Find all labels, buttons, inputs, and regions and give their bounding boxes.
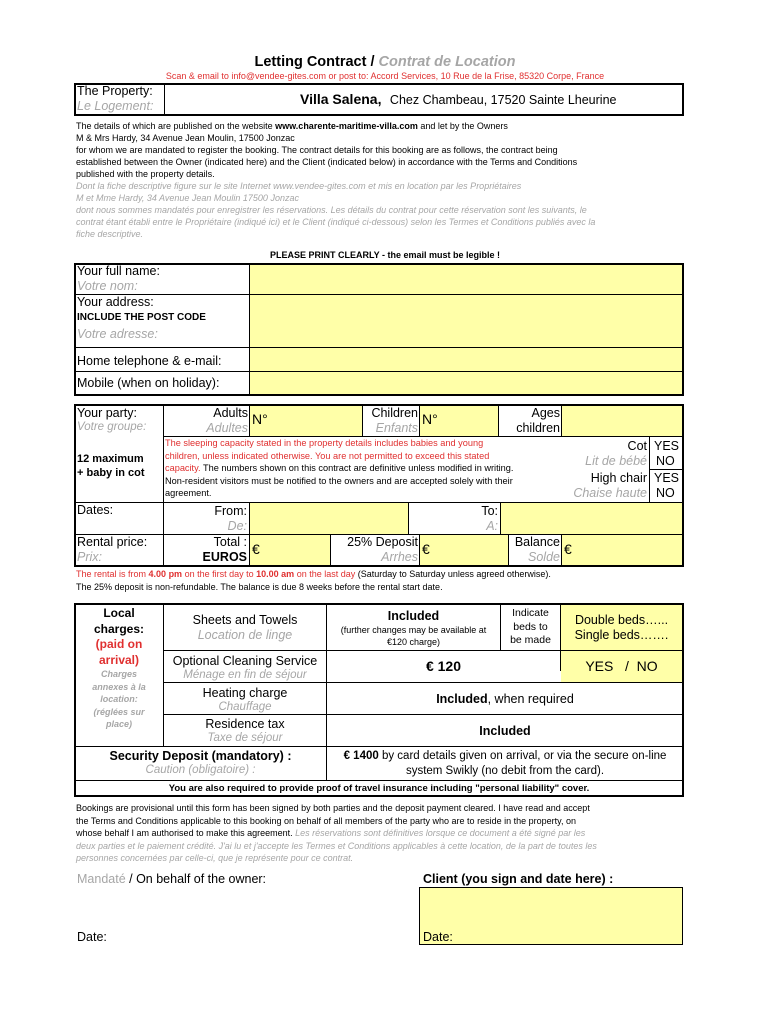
- date-from-label-fr: De:: [227, 519, 247, 533]
- cleaning-yes-no[interactable]: YES / NO: [585, 658, 658, 674]
- balance-label: Balance: [514, 535, 560, 549]
- security-deposit-details: € 1400 by card details given on arrival, or via the secure on-line system Swikly (no debit from the card).: [343, 750, 667, 777]
- sheets-label: Sheets and Towels: [192, 613, 298, 627]
- insurance-notice: You are also required to provide proof of travel insurance including "personal liability" cover.: [168, 783, 590, 794]
- deposit-label-fr: Arrhes: [381, 550, 418, 564]
- owner-date-label: Date:: [77, 930, 107, 944]
- indicate-beds-label: Indicate beds to be made: [510, 607, 551, 646]
- security-deposit-label-fr: Caution (obligatoire) :: [145, 764, 256, 776]
- date-from-label: From:: [214, 504, 247, 518]
- rental-terms: The rental is from 4.00 pm on the first day to 10.00 am on the last day (Saturday to Saturday unless agreed otherwise). The 25% deposit is non-refundable. The balance is due 8 weeks before the rental start date.: [76, 569, 551, 592]
- heating-label-fr: Chauffage: [218, 701, 272, 713]
- ages-field[interactable]: [562, 406, 682, 436]
- intro-paragraph: The details of which are published on the website www.charente-maritime-villa.com and let by the Owners M & Mrs Hardy, 34 Avenue Jean Moulin, 17500 Jonzac for whom we are mandated to register the booking. The contract details for this booking are as follows, the contract being established between the Owner (indicated here) and the Client (indicated below) in accordance with the Terms and Conditions published with the property details. Dont la fiche descriptive figure sur le site Internet www.vendee-gites.com et mis en location par les Propriétaires M et Mme Hardy, 34 Avenue Jean Moulin 17500 Jonzac dont nous sommes mandatés pour enregistrer les réservations. Les détails du contrat pour cette réservation sont les suivants, le contrat étant établi entre le Propriétaire (indiqué ici) et le Client (indiqué ci-dessous) selon les Termes et Conditions publiés avec la fiche descriptive.: [76, 121, 596, 239]
- adults-label: Adults: [213, 406, 248, 420]
- highchair-label-fr: Chaise haute: [573, 486, 647, 500]
- ages-label: Ages: [531, 406, 560, 420]
- phone-email-label: Home telephone & e-mail:: [77, 354, 222, 368]
- euro-sign-deposit: €: [422, 541, 430, 557]
- total-label: Total :: [213, 535, 247, 549]
- cleaning-price: € 120: [425, 658, 462, 674]
- name-label-fr: Votre nom:: [77, 279, 138, 293]
- ages-label-2: children: [516, 421, 560, 435]
- cleaning-label-fr: Ménage en fin de séjour: [183, 669, 307, 681]
- heating-label: Heating charge: [202, 686, 288, 700]
- heating-included: Included, when required: [436, 692, 574, 706]
- single-beds[interactable]: Single beds…….: [574, 628, 669, 642]
- local-charges-heading: Local charges: (paid on arrival): [93, 606, 145, 667]
- security-deposit-label: Security Deposit (mandatory) :: [109, 749, 292, 763]
- party-max: 12 maximum: [77, 453, 144, 465]
- page-title: Letting Contract / Contrat de Location: [254, 54, 516, 70]
- sheets-note: (further changes may be available at €120 charge): [340, 625, 487, 647]
- property-label-fr: Le Logement:: [77, 99, 154, 113]
- adults-label-fr: Adultes: [206, 421, 248, 435]
- balance-label-fr: Solde: [528, 550, 560, 564]
- party-label-fr: Votre groupe:: [77, 421, 147, 433]
- sheets-label-fr: Location de linge: [197, 628, 293, 642]
- residence-tax-label-fr: Taxe de séjour: [207, 732, 283, 744]
- double-beds[interactable]: Double beds…...: [574, 613, 669, 627]
- dates-label: Dates:: [77, 503, 114, 517]
- cot-yes[interactable]: YES: [654, 439, 680, 453]
- cot-label: Cot: [627, 439, 647, 453]
- rental-price-label: Rental price:: [77, 535, 148, 549]
- euro-sign-total: €: [252, 541, 260, 557]
- rental-price-label-fr: Prix:: [77, 550, 102, 564]
- cot-label-fr: Lit de bébé: [585, 454, 647, 468]
- deposit-label: 25% Deposit: [347, 535, 418, 549]
- client-date-label: Date:: [423, 930, 453, 944]
- client-sign-label: Client (you sign and date here) :: [423, 872, 614, 886]
- cot-no[interactable]: NO: [656, 454, 675, 468]
- property-name: Villa Salena, Chez Chambeau, 17520 Sainte Lheurine: [300, 91, 617, 107]
- adults-number-sign: N°: [252, 411, 268, 427]
- address-label-fr: Votre adresse:: [77, 327, 158, 341]
- date-to-label-fr: A:: [486, 519, 498, 533]
- mobile-label: Mobile (when on holiday):: [77, 376, 220, 390]
- children-label: Children: [371, 406, 418, 420]
- total-price-field[interactable]: [250, 535, 330, 565]
- balance-field[interactable]: [562, 535, 682, 565]
- date-to-field[interactable]: [501, 503, 682, 534]
- residence-tax-included: Included: [479, 724, 531, 738]
- date-from-field[interactable]: [250, 503, 408, 534]
- address-label: Your address:: [77, 295, 154, 309]
- capacity-note: The sleeping capacity stated in the property details includes babies and young children, unless indicated otherwise. You are not permitted to exceed this stated capacity. The numbers shown on this contract are definitive unless modified in writing. Non-resident visitors must be notified to the owners and are accepted solely with their agreement.: [165, 438, 514, 498]
- cleaning-label: Optional Cleaning Service: [172, 654, 318, 668]
- deposit-field[interactable]: [420, 535, 508, 565]
- scan-email-line: Scan & email to info@vendee-gites.com or post to: Accord Services, 10 Rue de la Frise, 85320 Corpe, France: [165, 71, 605, 81]
- highchair-no[interactable]: NO: [656, 486, 675, 500]
- residence-tax-label: Residence tax: [205, 717, 285, 731]
- highchair-yes[interactable]: YES: [654, 471, 680, 485]
- children-label-fr: Enfants: [375, 421, 418, 435]
- client-signature-box[interactable]: [419, 887, 683, 945]
- property-label: The Property:: [77, 84, 153, 98]
- date-to-label: To:: [481, 504, 498, 518]
- postcode-note: INCLUDE THE POST CODE: [77, 312, 206, 323]
- client-details-fill[interactable]: [250, 265, 682, 394]
- party-baby: + baby in cot: [77, 467, 145, 479]
- euro-sign-balance: €: [564, 541, 572, 557]
- closing-paragraph: Bookings are provisional until this form has been signed by both parties and the deposit payment cleared. I have read and accept the Terms and Conditions applicable to this booking on behalf of all members of the party who are to reside in the property, on whose behalf I am authorised to make this agreement. Les réservations sont définitives lorsque ce document a été signé par les deux parties et le paiement crédité. J'ai lu et j'accepte les Termes et Conditions applicables à cette location, de la part de toutes les personnes concernées par celle-ci, que je représente pour ce contrat.: [76, 803, 597, 863]
- total-unit: EUROS: [202, 550, 247, 564]
- highchair-label: High chair: [590, 471, 647, 485]
- name-label: Your full name:: [77, 264, 160, 278]
- sheets-included: Included: [387, 609, 440, 623]
- party-label: Your party:: [77, 406, 137, 420]
- owner-mandate-label: Mandaté / On behalf of the owner:: [77, 872, 267, 886]
- print-clearly-notice: PLEASE PRINT CLEARLY - the email must be legible !: [269, 250, 501, 260]
- children-number-sign: N°: [422, 411, 438, 427]
- local-charges-heading-fr: Charges annexes à la location: (réglées sur place): [92, 669, 146, 729]
